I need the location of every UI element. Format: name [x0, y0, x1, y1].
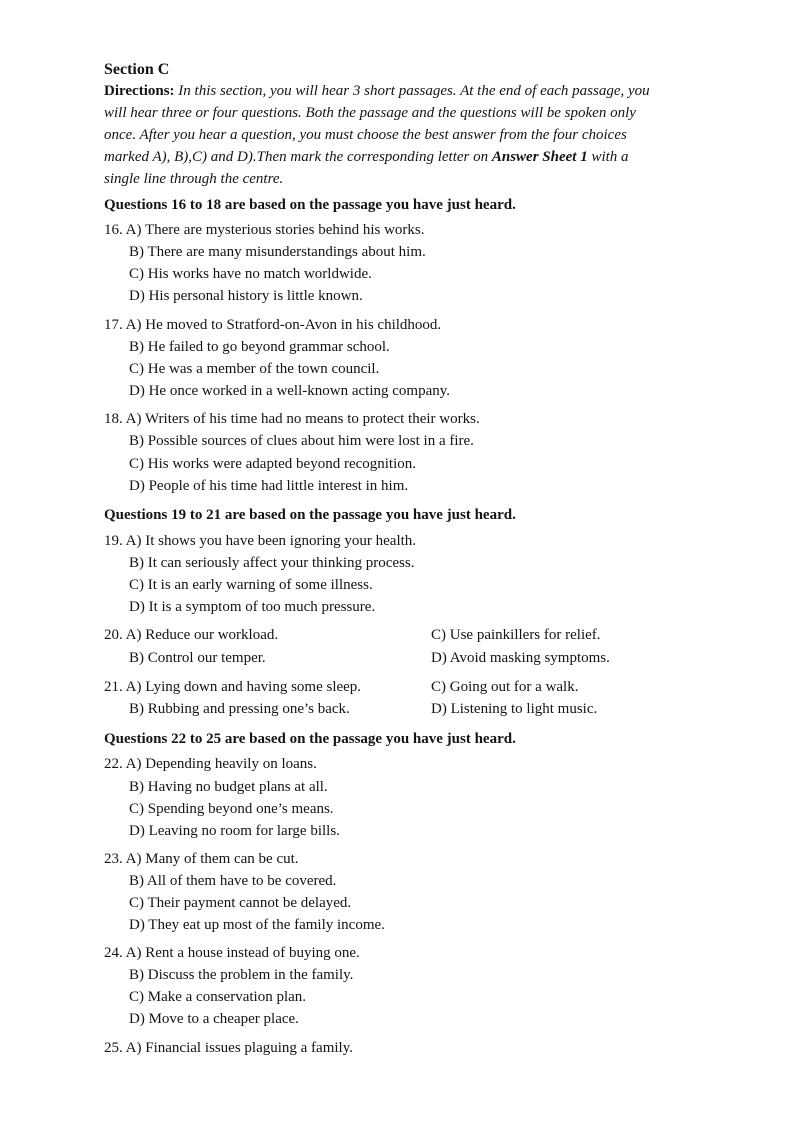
q19-option-c: C) It is an early warning of some illness. — [129, 577, 373, 593]
q20-option-a: 20. A) Reduce our workload. — [104, 627, 279, 643]
q24-option-d: D) Move to a cheaper place. — [129, 1011, 299, 1027]
directions-line-1 — [104, 84, 650, 99]
q16-option-a: 16. A) There are mysterious stories behind his works. — [104, 222, 425, 238]
q18-option-b: B) Possible sources of clues about him were lost in a fire. — [129, 433, 474, 449]
directions-text-4a: marked A), B),C) and D).Then mark the corresponding letter on — [104, 149, 492, 165]
q20-option-d: D) Avoid masking symptoms. — [431, 650, 610, 666]
q24-option-b: B) Discuss the problem in the family. — [129, 967, 354, 983]
q21-option-b: B) Rubbing and pressing one’s back. — [129, 701, 350, 717]
q17-option-a: 17. A) He moved to Stratford-on-Avon in his childhood. — [104, 317, 442, 333]
directions-label: Directions: — [104, 83, 175, 99]
q24-option-a: 24. A) Rent a house instead of buying one. — [104, 945, 360, 961]
q22-option-b: B) Having no budget plans at all. — [129, 779, 328, 795]
q18-option-d: D) People of his time had little interest in him. — [129, 478, 409, 494]
directions-text-4c: with a — [587, 149, 629, 165]
q21-option-c: C) Going out for a walk. — [431, 679, 579, 695]
q23-option-d: D) They eat up most of the family income. — [129, 917, 385, 933]
q20-option-b: B) Control our temper. — [129, 650, 266, 666]
q22-option-d: D) Leaving no room for large bills. — [129, 823, 340, 839]
q17-option-c: C) He was a member of the town council. — [129, 361, 380, 377]
q21-option-a: 21. A) Lying down and having some sleep. — [104, 679, 362, 695]
q20-option-c: C) Use painkillers for relief. — [431, 627, 601, 643]
q23-option-b: B) All of them have to be covered. — [129, 873, 337, 889]
q18-option-a: 18. A) Writers of his time had no means to protect their works. — [104, 411, 480, 427]
section-title: Section C — [104, 61, 170, 78]
directions-text-1: In this section, you will hear 3 short passages. At the end of each passage, you — [174, 83, 650, 99]
group-header-22-25: Questions 22 to 25 are based on the passage you have just heard. — [104, 731, 516, 747]
q22-option-a: 22. A) Depending heavily on loans. — [104, 756, 317, 772]
q25-option-a: 25. A) Financial issues plaguing a family. — [104, 1040, 353, 1056]
directions-line-5: single line through the centre. — [104, 171, 284, 187]
q19-option-a: 19. A) It shows you have been ignoring your health. — [104, 533, 417, 549]
q16-option-c: C) His works have no match worldwide. — [129, 266, 372, 282]
q21-option-d: D) Listening to light music. — [431, 701, 598, 717]
q16-option-b: B) There are many misunderstandings about him. — [129, 244, 426, 260]
group-header-16-18: Questions 16 to 18 are based on the passage you have just heard. — [104, 197, 516, 213]
q19-option-b: B) It can seriously affect your thinking process. — [129, 555, 415, 571]
q23-option-c: C) Their payment cannot be delayed. — [129, 895, 352, 911]
q23-option-a: 23. A) Many of them can be cut. — [104, 851, 299, 867]
directions-line-4 — [104, 150, 629, 165]
directions-line-3: once. After you hear a question, you must choose the best answer from the four choices — [104, 127, 627, 143]
q17-option-d: D) He once worked in a well-known acting company. — [129, 383, 451, 399]
directions-line-2: will hear three or four questions. Both the passage and the questions will be spoken only — [104, 105, 636, 121]
q22-option-c: C) Spending beyond one’s means. — [129, 801, 334, 817]
answer-sheet-label: Answer Sheet 1 — [491, 149, 588, 165]
group-header-19-21: Questions 19 to 21 are based on the passage you have just heard. — [104, 507, 516, 523]
q24-option-c: C) Make a conservation plan. — [129, 989, 307, 1005]
q18-option-c: C) His works were adapted beyond recognition. — [129, 456, 417, 472]
q17-option-b: B) He failed to go beyond grammar school. — [129, 339, 390, 355]
q19-option-d: D) It is a symptom of too much pressure. — [129, 599, 376, 615]
q16-option-d: D) His personal history is little known. — [129, 288, 363, 304]
